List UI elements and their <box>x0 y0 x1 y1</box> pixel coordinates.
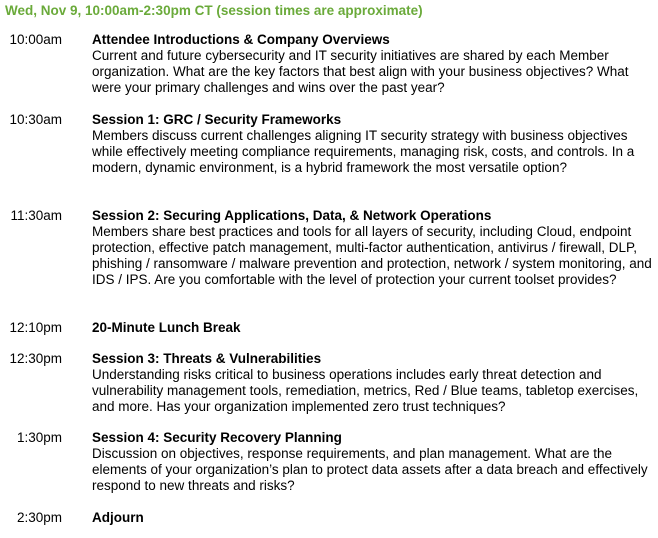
session-content <box>92 351 654 415</box>
session-content <box>92 510 654 526</box>
session-title: Session 4: Security Recovery Planning <box>92 430 342 445</box>
session-content <box>92 208 654 288</box>
session-time: 12:10pm <box>9 320 62 335</box>
session-description: Members share best practices and tools for all layers of security, including Cloud, endpoint protection, effective patch management, multi-factor authentication, antivirus / firewall, DLP, phishing / ransomware / malware prevention and protection, network / system monitoring, and IDS / IPS. Are you comfortable with the level of protection your current toolset provides? <box>92 224 652 288</box>
session-description: Discussion on objectives, response requirements, and plan management. What are the elements of your organization’s plan to protect data assets after a data breach and effectively respond to new threats and risks? <box>92 446 648 494</box>
session-description: Understanding risks critical to business operations includes early threat detection and vulnerability management tools, remediation, metrics, Red / Blue teams, tabletop exercises, and more. Has your organization implemented zero trust techniques? <box>92 367 639 415</box>
session-time: 12:30pm <box>9 351 62 366</box>
session-content <box>92 32 654 96</box>
session-title: Session 3: Threats & Vulnerabilities <box>92 351 322 366</box>
session-description: Current and future cybersecurity and IT security initiatives are shared by each Member organization. What are the key factors that best align with your business objectives? What were your primary challenges and wins over the past year? <box>92 48 629 96</box>
session-time: 10:30am <box>9 112 62 127</box>
session-time: 1:30pm <box>16 430 62 445</box>
session-title: Session 1: GRC / Security Frameworks <box>92 112 342 127</box>
session-title: Adjourn <box>92 510 144 525</box>
session-content <box>92 112 654 176</box>
agenda-header: Wed, Nov 9, 10:00am-2:30pm CT (session times are approximate) <box>5 3 423 18</box>
session-time: 10:00am <box>9 32 62 47</box>
session-time: 2:30pm <box>16 510 62 525</box>
session-time: 11:30am <box>10 208 62 223</box>
session-title: 20-Minute Lunch Break <box>92 320 241 335</box>
session-description: Members discuss current challenges aligning IT security strategy with business objectives while effectively meeting compliance requirements, managing risk, costs, and controls. In a modern, dynamic environment, is a hybrid framework the most versatile option? <box>92 128 635 176</box>
session-content <box>92 320 654 336</box>
session-content <box>92 430 654 494</box>
session-title: Attendee Introductions & Company Overviews <box>92 32 390 47</box>
session-title: Session 2: Securing Applications, Data, & Network Operations <box>92 208 492 223</box>
